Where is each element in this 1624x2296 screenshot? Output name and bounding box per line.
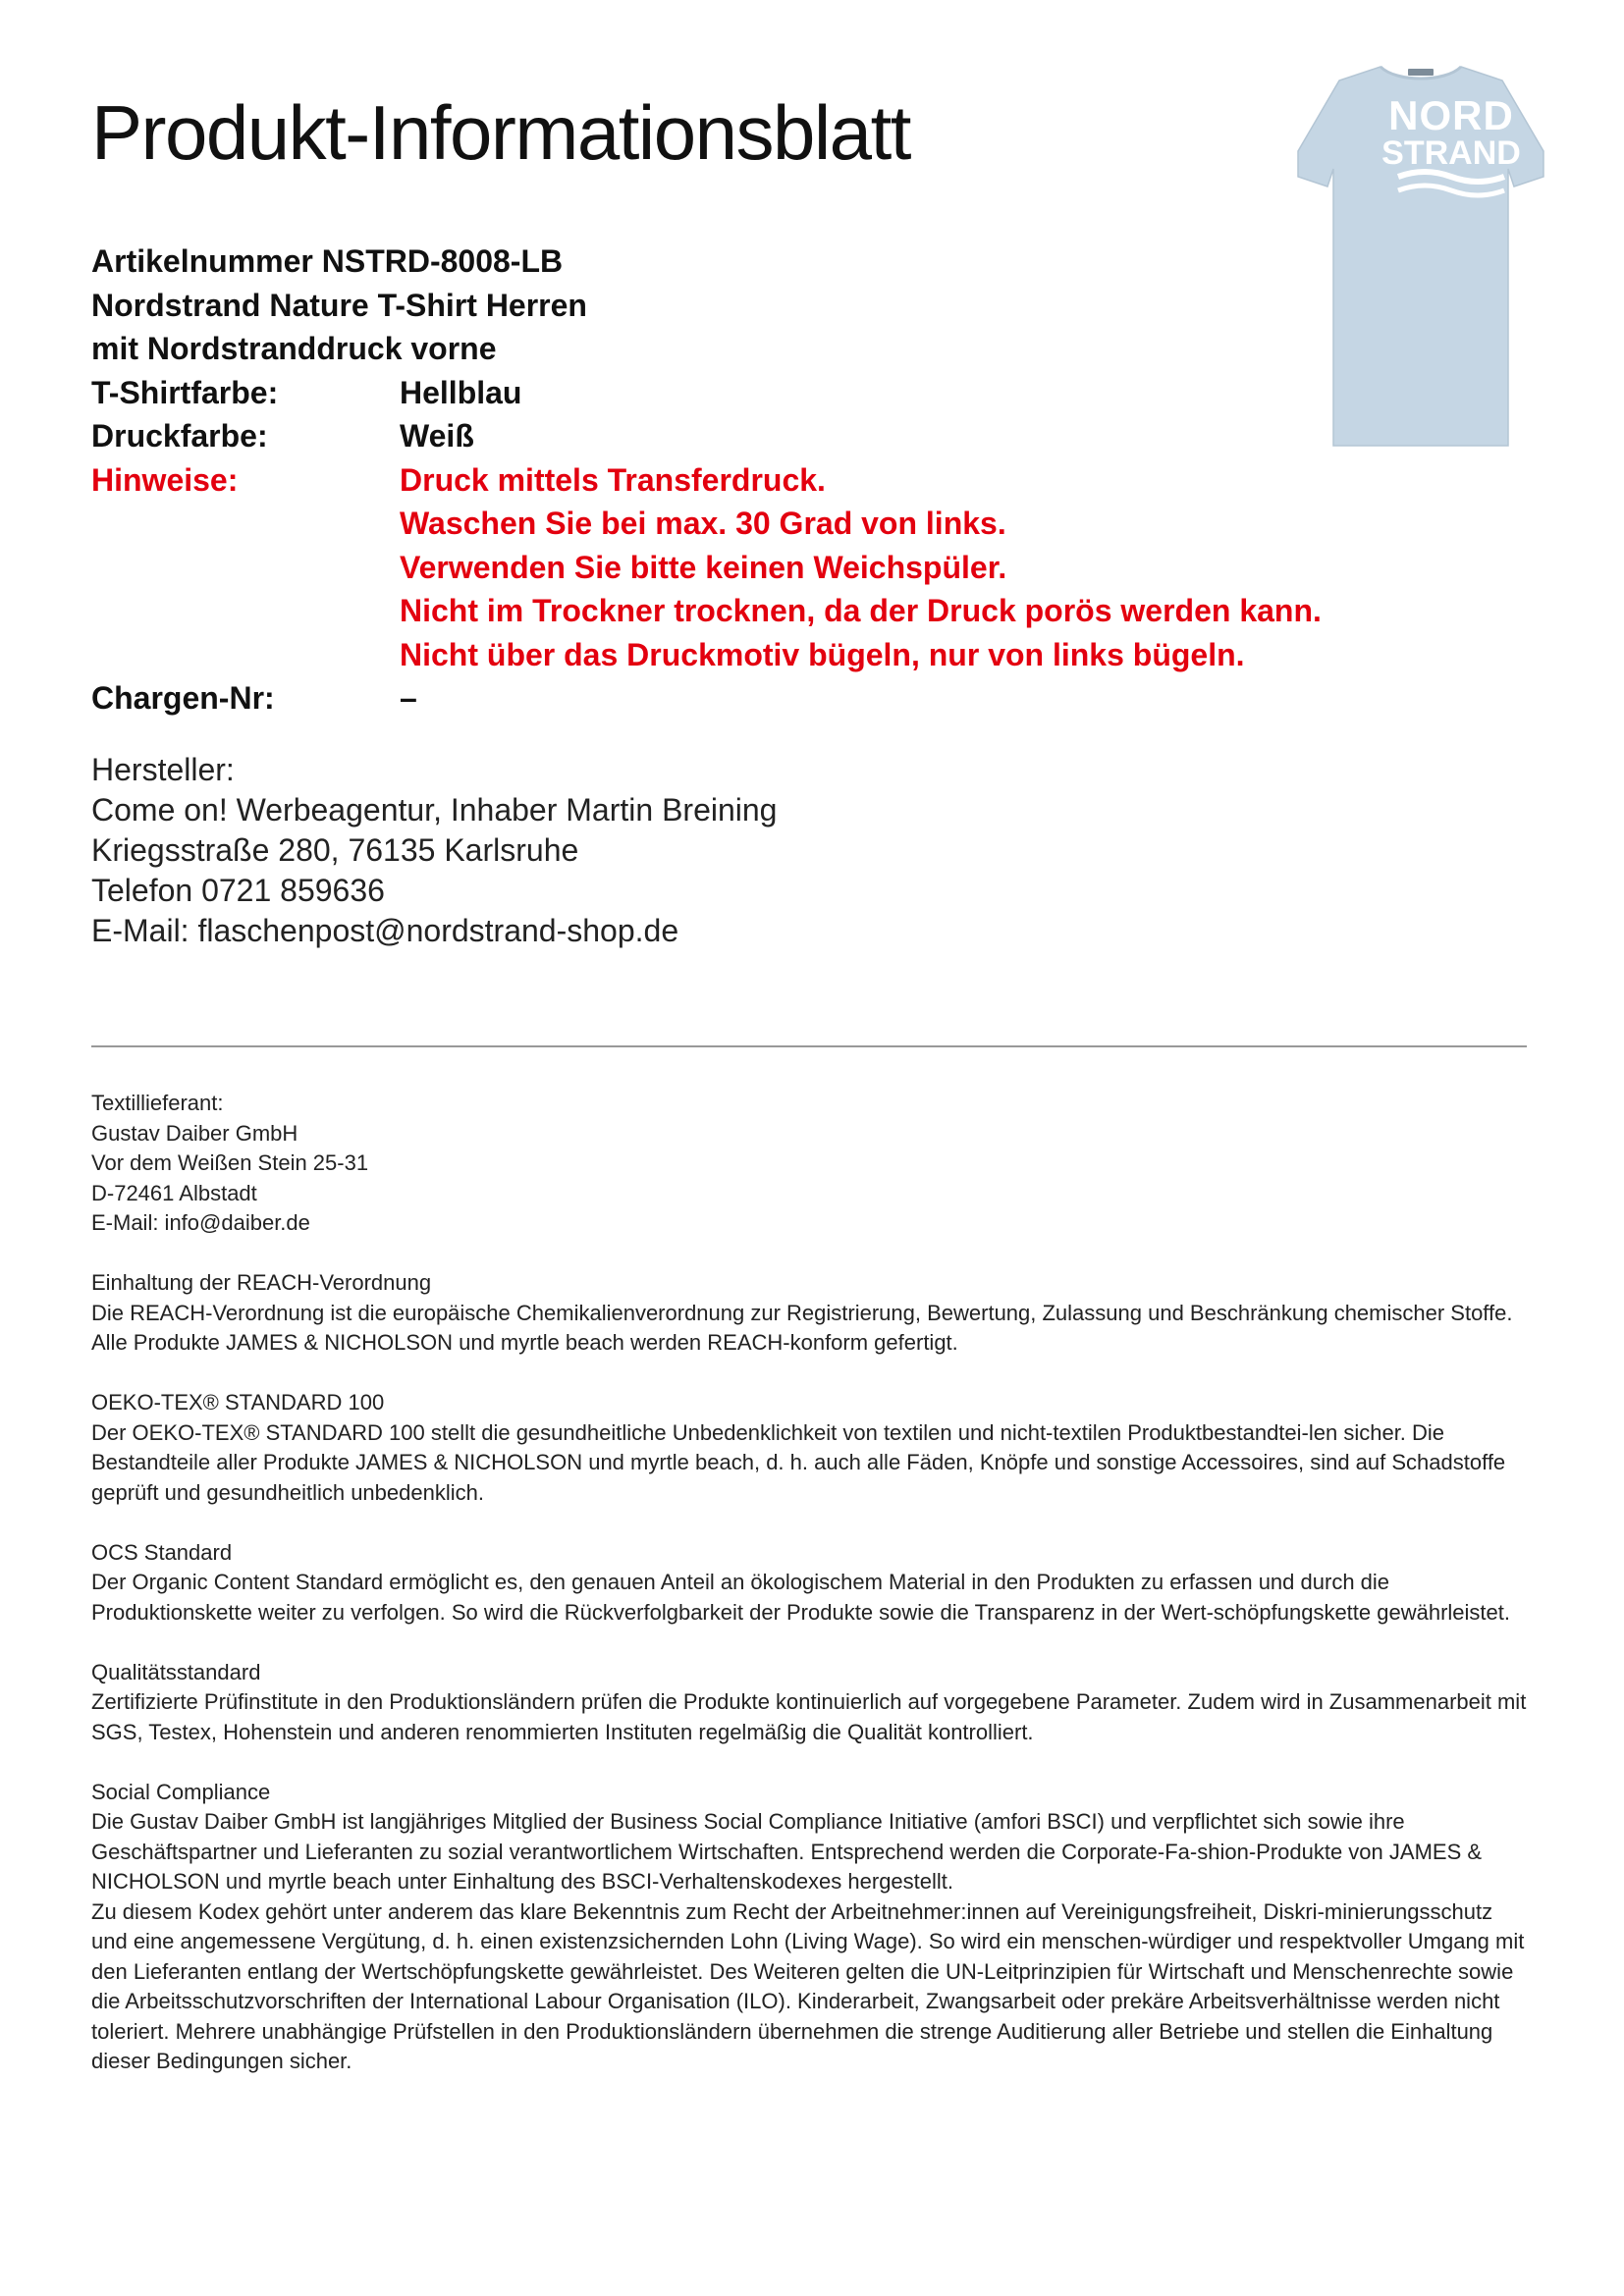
note-item: Nicht im Trockner trocknen, da der Druck porös werden kann. [400, 593, 1322, 628]
product-name-line2: mit Nordstranddruck vorne [91, 331, 497, 366]
ocs-title: OCS Standard [91, 1539, 233, 1565]
supplier-name: Gustav Daiber GmbH [91, 1120, 298, 1146]
print-color-label: Druckfarbe: [91, 418, 268, 454]
product-name-line1: Nordstrand Nature T-Shirt Herren [91, 287, 587, 323]
note-item: Waschen Sie bei max. 30 Grad von links. [400, 506, 1006, 541]
product-info [91, 240, 1466, 721]
supplier-street: Vor dem Weißen Stein 25-31 [91, 1150, 369, 1175]
shirt-color-value: Hellblau [400, 374, 522, 410]
ocs-text: Der Organic Content Standard ermöglicht es, den genauen Anteil an ökologischem Material in den Produkten zu erfassen und durch die Produktionskette weiter zu verfolgen. So wird die Rückverfolgbarkeit der Produkte sowie die Transparenz in der Wert-schöpfungskette gewährleistet. [91, 1570, 1510, 1625]
social-text: Die Gustav Daiber GmbH ist langjähriges Mitglied der Business Social Compliance Initiative (amfori BSCI) und verpflichtet sich sowie ihre Geschäftspartner und Lieferanten zu sozial verantwortlichem Wirtschaften. Entsprechend werden die Corporate-Fa-shion-Produkte von JAMES & NICHOLSON und myrtle beach unter Einhaltung des BSCI-Verhaltenskodexes hergestellt. [91, 1809, 1483, 1894]
social-title: Social Compliance [91, 1779, 271, 1804]
social-section [91, 1778, 1527, 2077]
batch-label: Chargen-Nr: [91, 680, 275, 716]
manufacturer-email: E-Mail: flaschenpost@nordstrand-shop.de [91, 913, 679, 948]
print-color-value: Weiß [400, 418, 474, 454]
note-item: Druck mittels Transferdruck. [400, 461, 826, 498]
quality-title: Qualitätsstandard [91, 1659, 261, 1684]
reach-text: Die REACH-Verordnung ist die europäische Chemikalienverordnung zur Registrierung, Bewertung, Zulassung und Beschränkung chemischer Stoffe. Alle Produkte JAMES & NICHOLSON und myrtle beach werden REACH-konform gefertigt. [91, 1300, 1513, 1355]
print-strand: STRAND [1381, 134, 1521, 172]
divider [91, 1045, 1527, 1047]
oeko-section [91, 1388, 1527, 1508]
oeko-title: OEKO-TEX® STANDARD 100 [91, 1390, 385, 1415]
reach-title: Einhaltung der REACH-Verordnung [91, 1270, 432, 1295]
reach-section [91, 1268, 1527, 1359]
manufacturer-heading: Hersteller: [91, 752, 235, 787]
manufacturer-block [91, 750, 777, 951]
page-title: Produkt-Informationsblatt [91, 89, 910, 176]
oeko-text: Der OEKO-TEX® STANDARD 100 stellt die gesundheitliche Unbedenklichkeit von textilen und nicht-textilen Produktbestandtei-len sicher. Die Bestandteile aller Produkte JAMES & NICHOLSON und myrtle beach, d. h. auch alle Fäden, Knöpfe und sonstige Accessoires, sind auf Schadstoffe geprüft und gesundheitlich unbedenklich. [91, 1419, 1506, 1505]
supplier-city: D-72461 Albstadt [91, 1180, 257, 1205]
print-color-row [91, 414, 1466, 458]
supplier-block [91, 1089, 1527, 1239]
note-item: Verwenden Sie bitte keinen Weichspüler. [400, 549, 1007, 585]
notes-label: Hinweise: [91, 461, 239, 498]
quality-text: Zertifizierte Prüfinstitute in den Produktionsländern prüfen die Produkte kontinuierlich auf vorgegebene Parameter. Zudem wird in Zusammenarbeit mit SGS, Testex, Hohenstein und anderen renommierten Instituten regelmäßig die Qualität kontrolliert. [91, 1689, 1527, 1744]
print-nord: NORD [1388, 92, 1514, 138]
shirt-color-row [91, 371, 1466, 415]
manufacturer-address: Kriegsstraße 280, 76135 Karlsruhe [91, 832, 579, 868]
quality-section [91, 1658, 1527, 1748]
shirt-color-label: T-Shirtfarbe: [91, 374, 279, 410]
ocs-section [91, 1538, 1527, 1629]
article-number: Artikelnummer NSTRD-8008-LB [91, 243, 564, 279]
notes-row [91, 458, 1466, 677]
notes-list [400, 458, 1466, 677]
supplier-email: E-Mail: info@daiber.de [91, 1210, 310, 1235]
batch-row [91, 676, 1466, 721]
batch-value: – [400, 680, 417, 716]
compliance-info [91, 1089, 1527, 2107]
manufacturer-company: Come on! Werbeagentur, Inhaber Martin Breining [91, 792, 778, 828]
supplier-heading: Textillieferant: [91, 1091, 224, 1115]
manufacturer-phone: Telefon 0721 859636 [91, 873, 385, 908]
social-text: Zu diesem Kodex gehört unter anderem das klare Bekenntnis zum Recht der Arbeitnehmer:innen auf Vereinigungsfreiheit, Diskri-minierungsschutz und eine angemessene Vergütung, d. h. einen existenzsichernden Lohn (Living Wage). So wird ein menschen-würdiger und respektvoller Umgang mit den Lieferanten entlang der Wertschöpfungskette gewährleistet. Des Weiteren gelten die UN-Leitprinzipien für Wirtschaft und Menschenrechte sowie die Arbeitsschutzvorschriften der International Labour Organisation (ILO). Kinderarbeit, Zwangsarbeit oder prekäre Arbeitsverhältnisse werden nicht toleriert. Mehrere unabhängige Prüfstellen in den Produktionsländern übernehmen die strenge Auditierung aller Betriebe und stellen die Einhaltung dieser Bedingungen sicher. [91, 1898, 1525, 2073]
note-item: Nicht über das Druckmotiv bügeln, nur von links bügeln. [400, 636, 1245, 672]
